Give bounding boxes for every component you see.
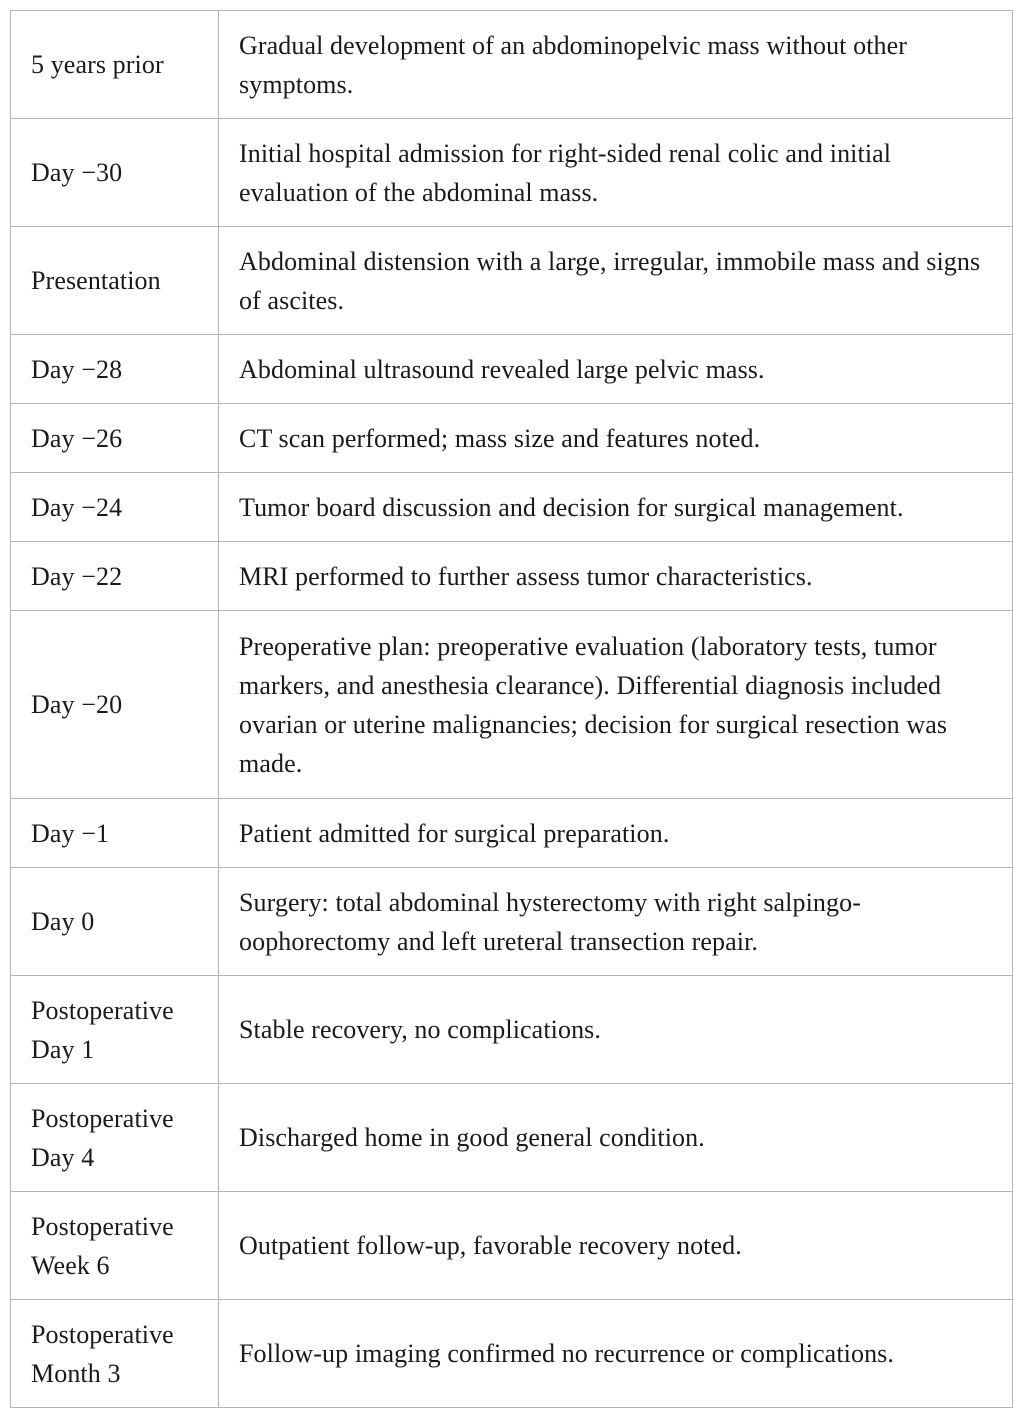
event-cell: Initial hospital admission for right-sided renal colic and initial evaluation of the abdominal mass. xyxy=(219,119,1013,227)
event-cell: Stable recovery, no complications. xyxy=(219,976,1013,1084)
time-cell: 5 years prior xyxy=(11,11,219,119)
event-cell: Preoperative plan: preoperative evaluation (laboratory tests, tumor markers, and anesthesia clearance). Differential diagnosis included ovarian or uterine malignancies; decision for surgical resection was made. xyxy=(219,611,1013,799)
event-cell: MRI performed to further assess tumor characteristics. xyxy=(219,542,1013,611)
event-cell: Abdominal distension with a large, irregular, immobile mass and signs of ascites. xyxy=(219,227,1013,335)
table-row xyxy=(11,976,1013,1084)
event-cell: CT scan performed; mass size and features noted. xyxy=(219,404,1013,473)
event-cell: Gradual development of an abdominopelvic mass without other symptoms. xyxy=(219,11,1013,119)
event-cell: Surgery: total abdominal hysterectomy with right salpingo-oophorectomy and left ureteral transection repair. xyxy=(219,868,1013,976)
table-row xyxy=(11,542,1013,611)
table-row xyxy=(11,611,1013,799)
table-row xyxy=(11,335,1013,404)
table-row xyxy=(11,227,1013,335)
time-cell: Presentation xyxy=(11,227,219,335)
table-row xyxy=(11,119,1013,227)
event-cell: Patient admitted for surgical preparation. xyxy=(219,799,1013,868)
time-cell: Day −26 xyxy=(11,404,219,473)
time-cell: Day −28 xyxy=(11,335,219,404)
table-row xyxy=(11,868,1013,976)
table-row xyxy=(11,1300,1013,1408)
table-row xyxy=(11,1084,1013,1192)
time-cell: Postoperative Month 3 xyxy=(11,1300,219,1408)
event-cell: Tumor board discussion and decision for surgical management. xyxy=(219,473,1013,542)
table-row xyxy=(11,404,1013,473)
event-cell: Discharged home in good general condition. xyxy=(219,1084,1013,1192)
event-cell: Outpatient follow-up, favorable recovery noted. xyxy=(219,1192,1013,1300)
time-cell: Day −22 xyxy=(11,542,219,611)
event-cell: Abdominal ultrasound revealed large pelvic mass. xyxy=(219,335,1013,404)
time-cell: Day −30 xyxy=(11,119,219,227)
table-row xyxy=(11,799,1013,868)
time-cell: Postoperative Day 1 xyxy=(11,976,219,1084)
time-cell: Day −20 xyxy=(11,611,219,799)
event-cell: Follow-up imaging confirmed no recurrence or complications. xyxy=(219,1300,1013,1408)
table-row xyxy=(11,1192,1013,1300)
time-cell: Day −1 xyxy=(11,799,219,868)
timeline-table xyxy=(10,10,1013,1408)
time-cell: Postoperative Day 4 xyxy=(11,1084,219,1192)
table-row xyxy=(11,473,1013,542)
timeline-table-body xyxy=(11,11,1013,1408)
time-cell: Day −24 xyxy=(11,473,219,542)
time-cell: Postoperative Week 6 xyxy=(11,1192,219,1300)
time-cell: Day 0 xyxy=(11,868,219,976)
table-row xyxy=(11,11,1013,119)
